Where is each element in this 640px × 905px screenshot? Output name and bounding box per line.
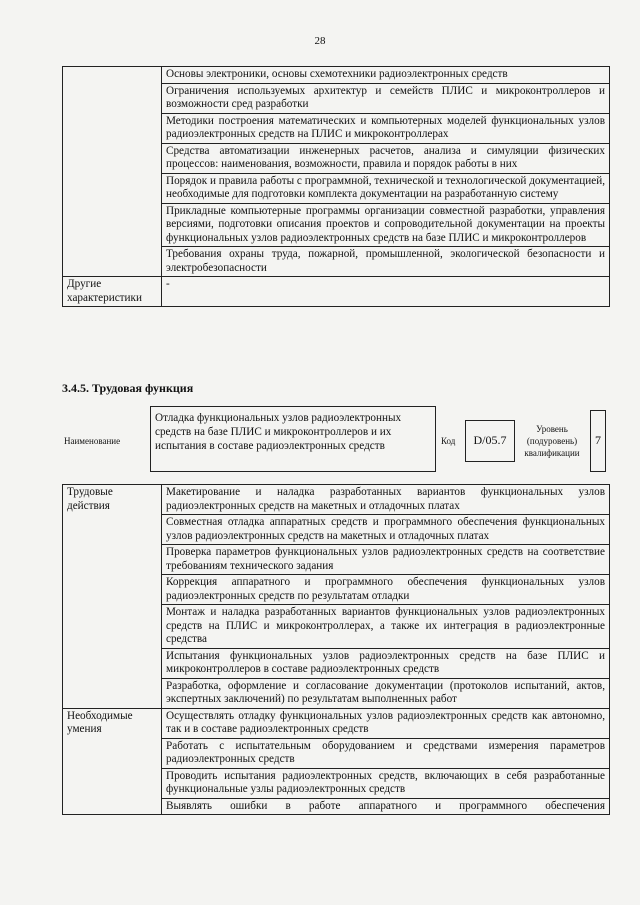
- knowledge-table: [62, 66, 610, 307]
- table-row: [63, 277, 610, 307]
- table-cell: Коррекция аппаратного и программного обеспечения функциональных узлов радиоэлектронных средств по результатам отладки: [162, 575, 610, 605]
- table-cell: Ограничения используемых архитектур и семейств ПЛИС и микроконтроллеров и возможности сред разработки: [162, 83, 610, 113]
- labor-actions-label: Трудовые действия: [63, 485, 162, 709]
- code-value: D/05.7: [473, 433, 507, 447]
- table-cell: Прикладные компьютерные программы организации совместной разработки, управления версиями, подготовки описания проектов и сопроводительной документации на проекты функциональных узлов радиоэлектронных средств на базе ПЛИС и микроконтроллеров: [162, 203, 610, 247]
- level-label: Уровень (подуровень) квалификации: [524, 424, 580, 458]
- table-cell: Средства автоматизации инженерных расчетов, анализа и симуляции физических процессов: наименования, возможности, правила и порядок работы в них: [162, 143, 610, 173]
- table-cell: Требования охраны труда, пожарной, промышленной, экологической безопасности и электробезопасности: [162, 247, 610, 277]
- table-cell: Макетирование и наладка разработанных вариантов функциональных узлов радиоэлектронных средств на макетных и отладочных платах: [162, 485, 610, 515]
- page-number: 28: [314, 35, 326, 47]
- name-box: [150, 406, 436, 472]
- table-cell: -: [162, 277, 610, 307]
- code-box: [465, 420, 515, 462]
- name-label: Наименование: [64, 436, 121, 446]
- table-cell: Монтаж и наладка разработанных вариантов функциональных узлов радиоэлектронных средств на ПЛИС и микроконтроллерах, а также их интеграция в радиоэлектронные средства: [162, 605, 610, 649]
- table-cell: Осуществлять отладку функциональных узлов радиоэлектронных средств как автономно, так и в составе радиоэлектронных средств: [162, 708, 610, 738]
- table-cell: Порядок и правила работы с программной, технической и технологической документацией, необходимые для подготовки комплекта документации на разработанную систему: [162, 173, 610, 203]
- table-row: [63, 485, 610, 515]
- code-label: Код: [441, 436, 456, 446]
- table-cell: Основы электроники, основы схемотехники радиоэлектронных средств: [162, 67, 610, 84]
- table-row: [63, 708, 610, 738]
- section-title: 3.4.5. Трудовая функция: [62, 381, 194, 395]
- level-value: 7: [595, 433, 601, 447]
- labor-actions-table: [62, 484, 610, 815]
- table-cell: Методики построения математических и компьютерных моделей функциональных узлов радиоэлектронных средств на ПЛИС и микроконтроллерах: [162, 113, 610, 143]
- function-name: Отладка функциональных узлов радиоэлектронных средств на базе ПЛИС и микроконтроллеров и их испытания в составе радиоэлектронных средств: [155, 412, 402, 452]
- table-cell: Проверка параметров функциональных узлов радиоэлектронных средств на соответствие требованиям технического задания: [162, 545, 610, 575]
- table-cell: Работать с испытательным оборудованием и средствами измерения параметров радиоэлектронных средств: [162, 738, 610, 768]
- knowledge-label-cell: [63, 67, 162, 277]
- level-box: [590, 410, 606, 472]
- table-cell: Разработка, оформление и согласование документации (протоколов испытаний, актов, экспертных заключений) по результатам выполненных работ: [162, 678, 610, 708]
- table-cell: Проводить испытания радиоэлектронных средств, включающих в себя разработанные функциональные узлы радиоэлектронных средств: [162, 768, 610, 798]
- table-cell: Совместная отладка аппаратных средств и программного обеспечения функциональных узлов радиоэлектронных средств на макетных и отладочных платах: [162, 515, 610, 545]
- table-cell: Испытания функциональных узлов радиоэлектронных средств на базе ПЛИС и микроконтроллеров в составе радиоэлектронных средств: [162, 648, 610, 678]
- table-cell: Выявлять ошибки в работе аппаратного и программного обеспечения: [162, 798, 610, 815]
- required-skills-label: Необходимые умения: [63, 708, 162, 815]
- table-row: [63, 67, 610, 84]
- other-characteristics-label: Другие характеристики: [63, 277, 162, 307]
